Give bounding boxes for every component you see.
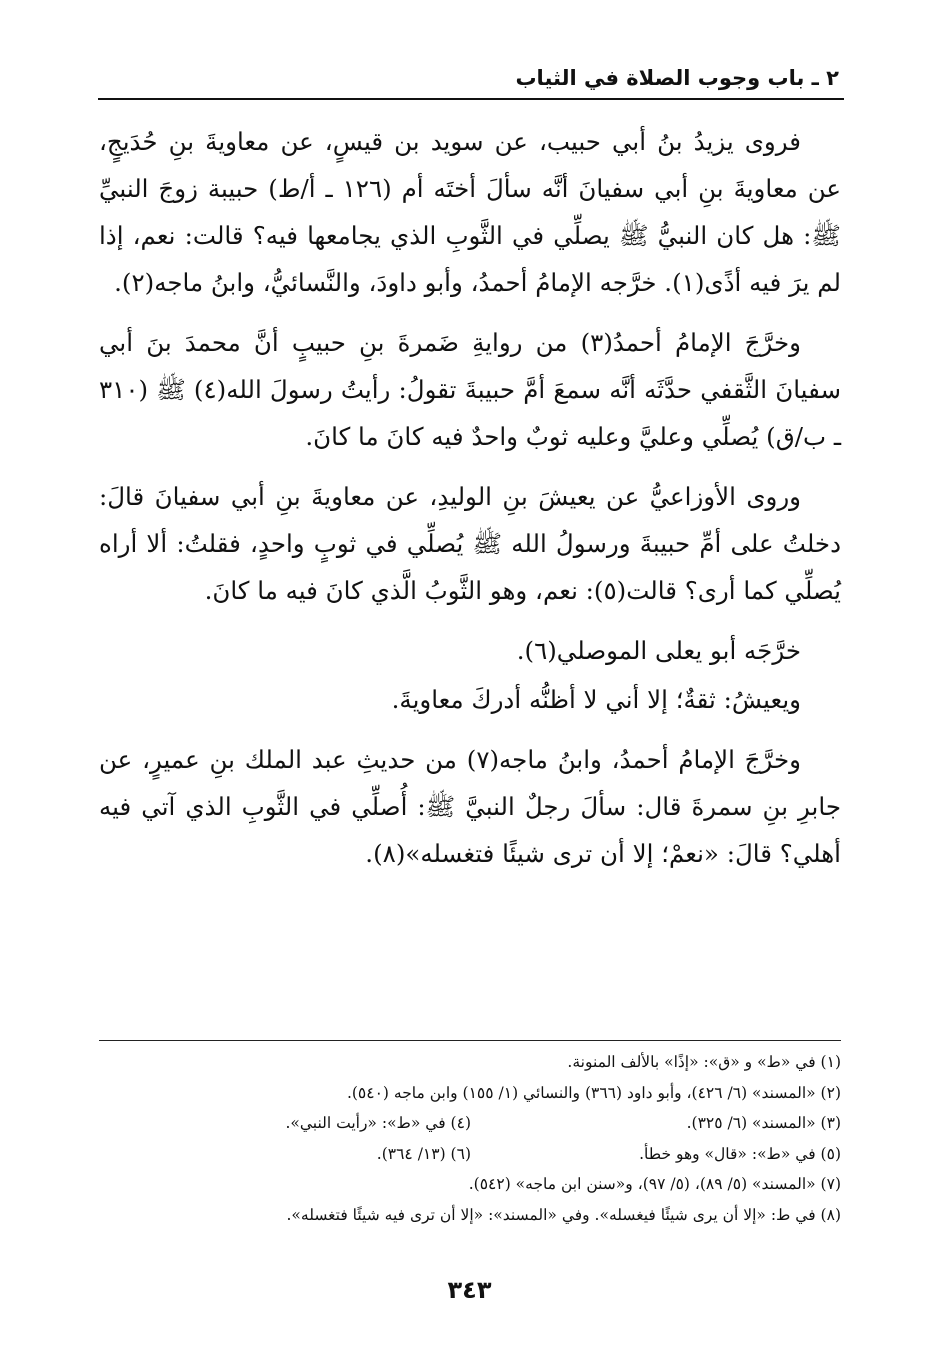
paragraph-4: خرَّجَه أبو يعلى الموصلي(٦). xyxy=(516,636,801,665)
paragraph-6: وخرَّجَ الإمامُ أحمدُ، وابنُ ماجه(٧) من حديثِ عبد الملك بنِ عميرٍ، عن جابرِ بنِ سمرةَ قال: سألَ رجلٌ النبيَّ ﷺ: أُصلِّي في الثَّوبِ الذي آتي فيه أهلي؟ قالَ: «نعمْ؛ إلا أن ترى شيئًا فتغسله»(٨). xyxy=(99,745,841,868)
footnote-divider xyxy=(99,1040,841,1041)
footnote-4: (٤) في «ط»: «رأيت النبي». xyxy=(285,1114,471,1132)
paragraph-5: ويعيشُ: ثقةٌ؛ إلا أني لا أظنُّه أدركَ معاويةَ. xyxy=(391,685,801,714)
footnote-line-6 xyxy=(99,1200,841,1231)
footnote-line-4 xyxy=(99,1139,841,1170)
footnote-5: (٥) في «ط»: «قال» وهو خطأ. xyxy=(639,1144,841,1163)
footnote-7: (٧) «المسند» (٥/ ٨٩)، (٥/ ٩٧)، و«سنن ابن ماجه» (٥٤٢). xyxy=(468,1175,841,1193)
running-header: ٢ ـ باب وجوب الصلاة في الثياب xyxy=(515,66,839,90)
footnote-6: (٦) (١٣/ ٣٦٤). xyxy=(376,1144,471,1163)
footnote-line-3 xyxy=(99,1108,841,1139)
footnotes xyxy=(99,1047,841,1230)
footnote-line-5 xyxy=(99,1169,841,1200)
main-text xyxy=(99,118,841,890)
paragraph-1: فروى يزيدُ بنُ أبي حبيب، عن سويد بن قيسٍ، عن معاويةَ بنِ حُدَيجٍ، عن معاويةَ بنِ أبي سفيانَ أنَّه سألَ أختَه أم (١٢٦ ـ أ/ط) حبيبة زوجَ النبيِّ ﷺ: هل كان النبيُّ ﷺ يصلِّي في الثَّوبِ الذي يجامعها فيه؟ قالت: نعم، إذا لم يرَ فيه أذًى(١). خرَّجه الإمامُ أحمدُ، وأبو داودَ، والنَّسائيُّ، وابنُ ماجه(٢). xyxy=(99,127,841,297)
footnote-line-1 xyxy=(99,1047,841,1078)
page-number: ٣٤٣ xyxy=(447,1276,492,1304)
header-divider xyxy=(98,98,844,100)
footnote-8: (٨) في ط: «إلا أن يرى شيئًا فيغسله». وفي «المسند»: «إلا أن ترى فيه شيئًا فتغسله». xyxy=(286,1205,841,1224)
paragraph-3: وروى الأوزاعيُّ عن يعيشَ بنِ الوليدِ، عن معاويةَ بنِ أبي سفيانَ قالَ: دخلتُ على أمِّ حبيبةَ ورسولُ الله ﷺ يُصلِّي في ثوبٍ واحدٍ، فقلتُ: ألا أراه يُصلِّي كما أرى؟ قالت(٥): نعم، وهو الثَّوبُ الَّذي كانَ فيه ما كانَ. xyxy=(99,482,841,605)
paragraph-2: وخرَّجَ الإمامُ أحمدُ(٣) من روايةِ ضَمرةَ بنِ حبيبٍ أنَّ محمدَ بنَ أبي سفيانَ الثَّقفي حدَّثَه أنَّه سمعَ أمَّ حبيبةَ تقولُ: رأيتُ رسولَ الله(٤) ﷺ (٣١٠ ـ ب/ق) يُصلِّي وعليَّ وعليه ثوبٌ واحدٌ فيه كانَ ما كانَ. xyxy=(99,328,841,451)
footnote-line-2 xyxy=(99,1078,841,1109)
footnote-2: (٢) «المسند» (٦/ ٤٢٦)، وأبو داود (٣٦٦) والنسائي (١/ ١٥٥) وابن ماجه (٥٤٠). xyxy=(346,1083,841,1102)
footnote-1: (١) في «ط» و «ق»: «إذًا» بالألف المنونة. xyxy=(567,1053,841,1071)
footnote-3: (٣) «المسند» (٦/ ٣٢٥). xyxy=(686,1114,841,1132)
